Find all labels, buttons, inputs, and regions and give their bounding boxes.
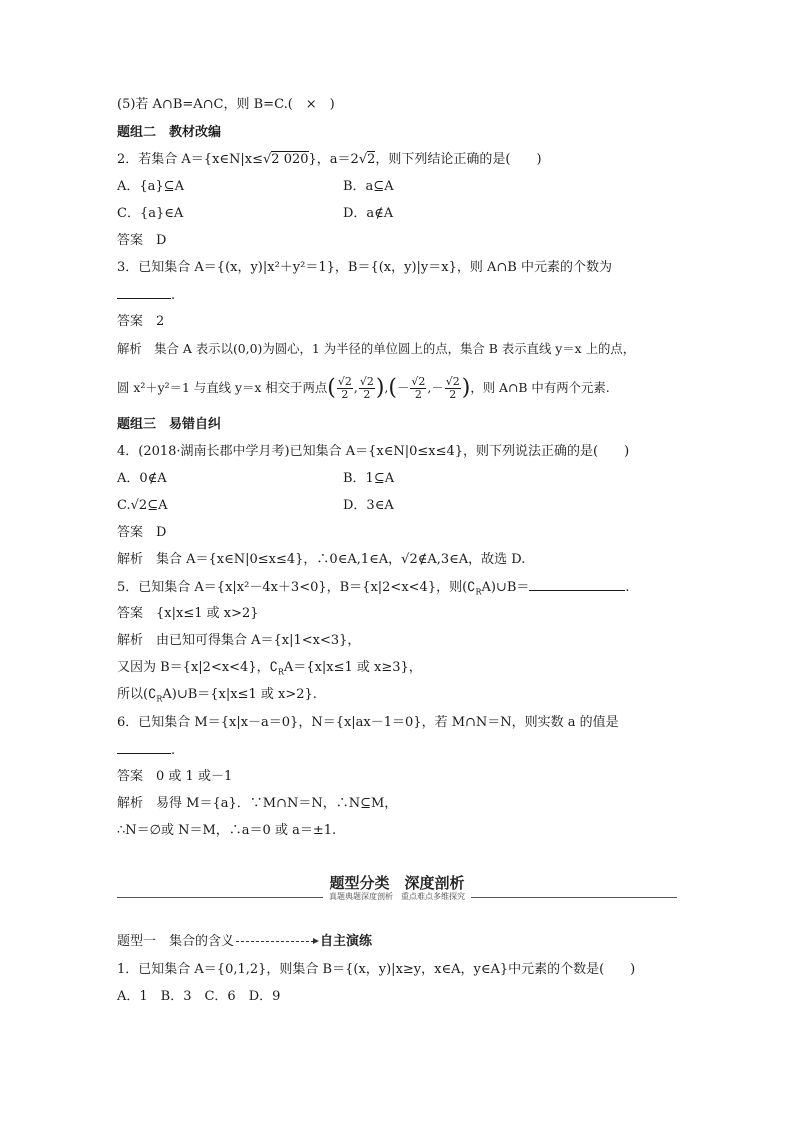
q5-explanation-1: 解析 由已知可得集合 A＝{x|1<x<3}， [117, 633, 361, 648]
type1-q1-options: A．1 B．3 C．6 D．9 [117, 989, 281, 1004]
q6-explanation-2: ∴N＝∅或 N＝M，∴a＝0 或 a＝±1. [117, 823, 337, 838]
fraction: $\frac{√2}{2}$ [445, 375, 460, 401]
question-4: 4．(2018·湖南长郡中学月考)已知集合 A＝{x∈N|0≤x≤4}，则下列说法正确的是( ) [117, 444, 630, 459]
q4-option-b: B．1⊆A [343, 471, 395, 486]
q2-answer: 答案 D [117, 233, 167, 248]
q4-option-a: A．0∉A [117, 471, 167, 486]
q6-answer: 答案 0 或 1 或－1 [117, 769, 233, 784]
arrow-icon [236, 941, 314, 942]
q2-option-a: A．{a}⊆A [117, 179, 184, 194]
q5-explanation-3: 所以$(∁_RA)\cup B=\{x|x\le 1$ 或 x>2}. [117, 687, 317, 704]
q4-explanation: 解析 集合 A＝{x∈N|0≤x≤4}，∴0∈A,1∈A，√2∉A,3∈A，故选 D. [117, 552, 526, 567]
question-6: 6．已知集合 M＝{x|x－a＝0}，N＝{x|ax－1＝0}，若 M∩N＝N，则实数 a 的值是 [117, 715, 619, 730]
q6-explanation-1: 解析 易得 M＝{a}．∵M∩N＝N，∴N⊆M， [117, 796, 398, 811]
q4-option-d: D．3∈A [343, 498, 394, 513]
line-prev-item: (5)若 A∩B=A∩C，则 B=C.( × ) [117, 97, 335, 112]
q5-explanation-2: 又因为 B＝{x|2<x<4}，$∁_RA=\{x|x\le 1$ 或 x≥3}， [117, 660, 422, 677]
q3-explanation-1: 解析 集合 A 表示以(0,0)为圆心，1 为半径的单位圆上的点，集合 B 表示直线 y＝x 上的点， [117, 341, 636, 356]
q2-option-d: D．a∉A [343, 206, 394, 221]
question-5: 5．已知集合 A＝{x|x²－4x＋3<0}，B＝{x|2<x<4}，则$(∁_RA)\cup B=$ . [117, 580, 630, 597]
question-2: 2．若集合 A＝{x∈N|x≤√2 020}，a＝2√2，则下列结论正确的是( ) [117, 152, 542, 167]
type1-heading: 题型一 集合的含义 自主演练 [117, 934, 373, 949]
type1-question-1: 1．已知集合 A＝{0,1,2}，则集合 B＝{(x，y)|x≥y，x∈A，y∈A}中元素的个数是( ) [117, 962, 636, 977]
fraction: $\frac{√2}{2}$ [411, 375, 426, 401]
q3-blank-line: . [117, 286, 175, 305]
q4-option-c: C.√2⊆A [117, 498, 168, 513]
fraction: $\frac{√2}{2}$ [359, 375, 374, 401]
q6-blank-line: . [117, 741, 175, 760]
group3-heading: 题组三 易错自纠 [117, 417, 222, 432]
q5-answer: 答案 {x|x≤1 或 x>2} [117, 606, 259, 621]
q3-explanation-2: 圆 x²＋y²＝1 与直线 y＝x 相交于两点( $\frac{√2}{2}$ , $\frac{√2}{2}$ ),(－ $\frac{√2}{2}$ ,－ $\frac{√2}{2}$ )，则 A∩B 中有两个元素. [117, 375, 610, 401]
section-subtitle: 真题典题深度剖析 重点难点多维探究 [0, 891, 794, 902]
fraction: $\frac{√2}{2}$ [337, 375, 352, 401]
group2-heading: 题组二 教材改编 [117, 125, 222, 140]
section-title: 题型分类 深度剖析 [329, 874, 465, 892]
q2-option-b: B．a⊆A [343, 179, 394, 194]
q3-answer: 答案 2 [117, 314, 165, 329]
q4-answer: 答案 D [117, 525, 167, 540]
q2-option-c: C．{a}∈A [117, 206, 184, 221]
question-3: 3．已知集合 A＝{(x，y)|x²＋y²＝1}，B＝{(x，y)|y＝x}，则 A∩B 中元素的个数为 [117, 260, 612, 275]
